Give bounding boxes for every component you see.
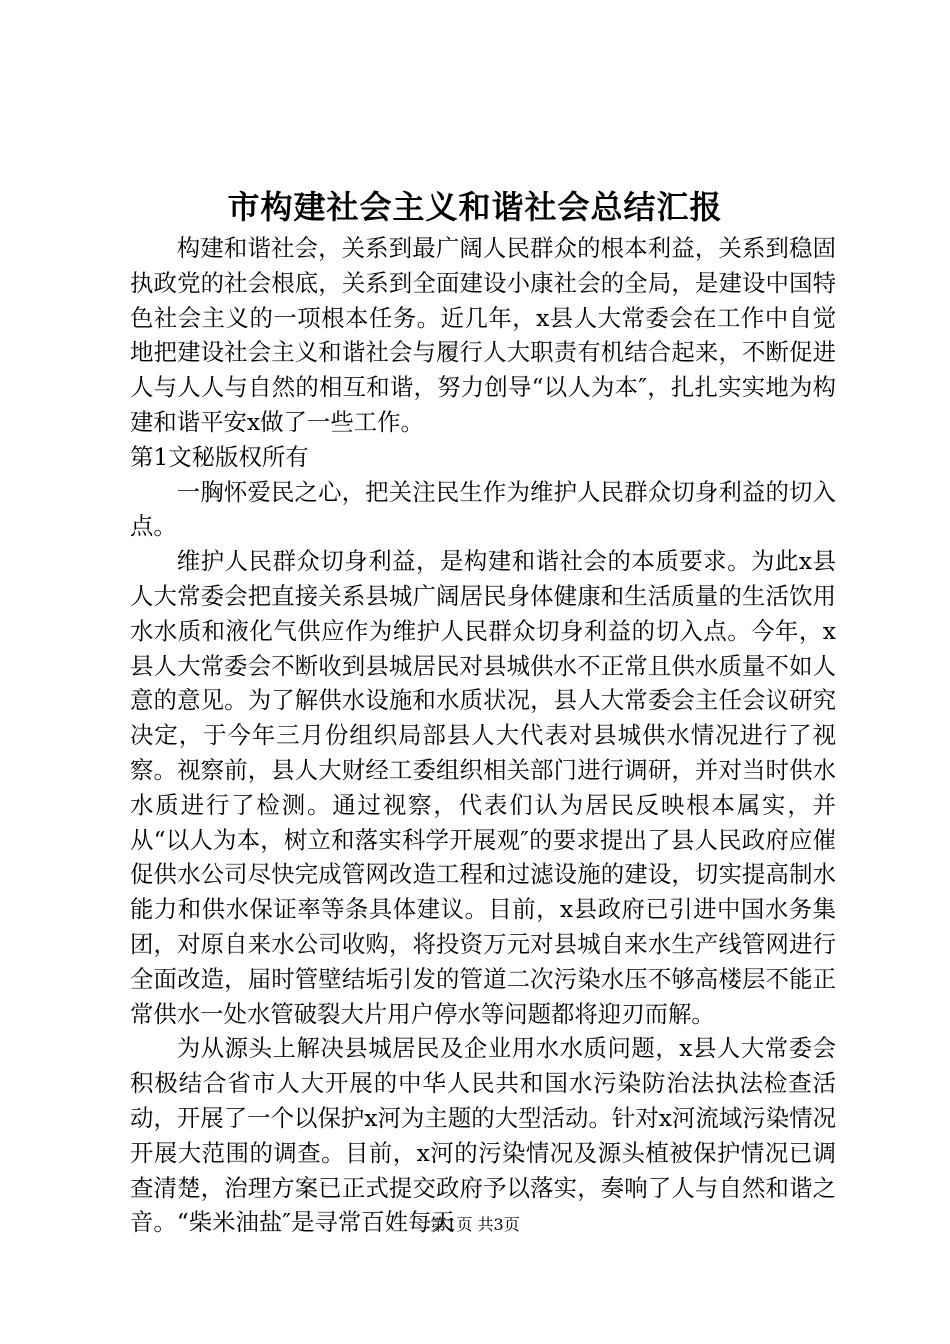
paragraph-copyright-note: 第1文秘版权所有	[130, 442, 309, 471]
paragraph-section-heading: 一胸怀爱民之心，把关注民生作为维护人民群众切身利益的切入点。	[130, 477, 836, 541]
document-title: 市构建社会主义和谐社会总结汇报	[227, 188, 723, 226]
document-body	[130, 231, 836, 1240]
paragraph-river-protection: 为从源头上解决县城居民及企业用水水质问题，x县人大常委会积极结合省市人大开展的中华人民共和国水污染防治法执法检查活动，开展了一个以保护x河为主题的大型活动。针对x河流域污染情况开展大范围的调查。目前，x河的污染情况及源头植被保护情况已调查清楚，治理方案已正式提交政府予以落实，奏响了人与自然和谐之音。“柴米油盐″是寻常百姓每天	[130, 1034, 836, 1237]
page-footer: 第1页 共3页	[430, 1215, 520, 1234]
paragraph-water-supply: 维护人民群众切身利益，是构建和谐社会的本质要求。为此x县人大常委会把直接关系县城广阔居民身体健康和生活质量的生活饮用水水质和液化气供应作为维护人民群众切身利益的切入点。今年，x县人大常委会不断收到县城居民对县城供水不正常且供水质量不如人意的意见。为了解供水设施和水质状况，县人大常委会主任会议研究决定，于今年三月份组织局部县人大代表对县城供水情况进行了视察。视察前，县人大财经工委组织相关部门进行调研，并对当时供水水质进行了检测。通过视察，代表们认为居民反映根本属实，并从“以人为本，树立和落实科学开展观″的要求提出了县人民政府应催促供水公司尽快完成管网改造工程和过滤设施的建设，切实提高制水能力和供水保证率等条具体建议。目前，x县政府已引进中国水务集团，对原自来水公司收购，将投资万元对县城自来水生产线管网进行全面改造，届时管壁结垢引发的管道二次污染水压不够高楼层不能正常供水一处水管破裂大片用户停水等问题都将迎刃而解。	[130, 547, 836, 1028]
paragraph-intro: 构建和谐社会，关系到最广阔人民群众的根本利益，关系到稳固执政党的社会根底，关系到全面建设小康社会的全局，是建设中国特色社会主义的一项根本任务。近几年，x县人大常委会在工作中自觉地把建设社会主义和谐社会与履行人大职责有机结合起来，不断促进人与人人与自然的相互和谐，努力创导“以人为本″，扎扎实实地为构建和谐平安x做了一些工作。	[130, 234, 836, 436]
